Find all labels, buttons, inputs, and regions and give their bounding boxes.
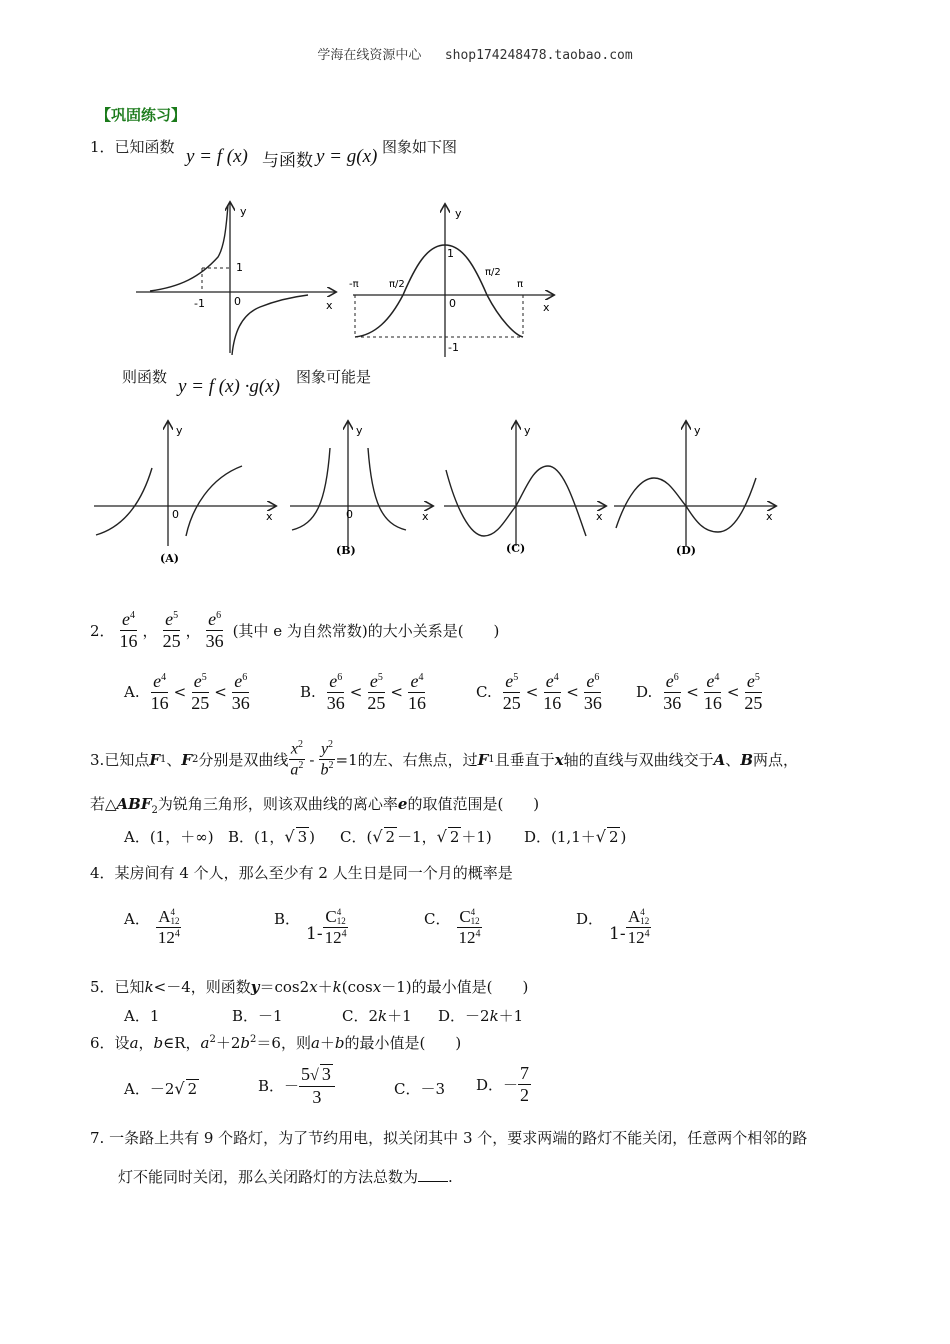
- q2-choice-b[interactable]: [300, 672, 428, 713]
- fraction: $\frac{e^6}{36}$: [231, 671, 250, 713]
- graph-g-curve: [355, 245, 523, 337]
- fraction: A $^{4 12}$ $12^4$: [627, 907, 650, 947]
- fraction: $\frac{e^6}{36}$: [583, 671, 602, 713]
- option-b-origin: 0: [346, 508, 353, 521]
- option-a-right-branch: [186, 466, 242, 536]
- prefix: 1-: [609, 924, 626, 944]
- q4-choice-b[interactable]: [274, 908, 349, 947]
- q3-number: 3.: [90, 750, 105, 769]
- option-b-left-branch: [292, 448, 330, 530]
- q5-choice-d[interactable]: D．－2k＋1: [438, 1007, 524, 1025]
- page-header: [0, 44, 950, 63]
- choice-label: C.: [476, 683, 492, 702]
- option-a-left-branch: [96, 468, 152, 535]
- choice-label: D.: [636, 683, 653, 702]
- option-a-y-label: y: [176, 424, 183, 437]
- q1-prod-expr: y = f (x) ·g(x): [178, 376, 280, 397]
- graph-g-tick-neg-one: -1: [448, 341, 459, 354]
- q6-stem: 6．设a，b∈R，$a^2+2b^2=6$，则a＋b的最小值是( ): [90, 1034, 462, 1052]
- prefix: 1-: [306, 924, 323, 944]
- option-d-caption: (D): [676, 544, 696, 557]
- option-d-x-label: x: [766, 510, 773, 523]
- fraction: $\frac{e^4}{16}$: [543, 671, 562, 713]
- option-b-y-label: y: [356, 424, 363, 437]
- graph-g-y-label: y: [455, 207, 462, 220]
- q4-choice-c[interactable]: [424, 908, 482, 947]
- q5-choice-a[interactable]: A．1: [124, 1007, 160, 1025]
- section-title: 【巩固练习】: [96, 106, 187, 124]
- q3-line1: 3. 已知点 F 1 、 F 2 分别是双曲线 $\frac{x^2}{a^2}$ - $\frac{y^2}{b^2}$ =1 的左、右焦点，过 F 1 且垂直于 x 轴的直线与双曲线交于 A 、 B 两点，: [90, 739, 799, 779]
- q3-choice-c[interactable]: C．(√ 2 －1，√ 2 ＋1): [340, 827, 492, 846]
- header-title: 学海在线资源中心: [317, 48, 422, 63]
- option-c-y-label: y: [524, 424, 531, 437]
- q1-intro: 已知函数: [114, 138, 175, 156]
- q1-option-d-graph[interactable]: [610, 418, 780, 568]
- graph-g-tick-pi: π: [517, 279, 524, 290]
- q5-stem: 5．已知k<－4，则函数y＝cos2x＋k(cosx－1)的最小值是( ): [90, 978, 529, 996]
- q1-ask: 图象可能是: [296, 368, 372, 386]
- fraction: C $^{4 12}$ $12^4$: [324, 907, 347, 947]
- fraction: $\frac{e^5}{25}$: [502, 671, 521, 713]
- graph-f-left-branch: [150, 205, 228, 291]
- graph-f-x-label: x: [326, 299, 333, 312]
- q6-choice-c[interactable]: C．－3: [394, 1080, 446, 1098]
- q3-frac-y: $\frac{y^2}{b^2}$: [320, 739, 334, 779]
- graph-f-right-branch: [232, 295, 308, 355]
- q1-f-expr: y = f (x): [186, 146, 248, 167]
- fraction: $\frac{e^6}{36}$: [326, 671, 345, 713]
- q4-choice-a[interactable]: [124, 908, 182, 947]
- q3-f2: F: [181, 750, 193, 769]
- graph-g-tick-neg-half-pi: π/2: [389, 279, 405, 290]
- option-b-x-label: x: [422, 510, 429, 523]
- option-b-caption: (B): [336, 544, 356, 557]
- graph-g-origin: 0: [449, 297, 456, 310]
- q6-choice-d[interactable]: D．－ $\frac{7}{2}$: [476, 1063, 530, 1105]
- option-a-x-label: x: [266, 510, 273, 523]
- q6-choice-a[interactable]: A．－2√ 2: [124, 1079, 198, 1098]
- option-d-y-label: y: [694, 424, 701, 437]
- graph-g-tick-half-pi: π/2: [485, 267, 501, 278]
- q1-conj: 与函数: [262, 151, 313, 171]
- q1-tail: 图象如下图: [382, 138, 458, 156]
- fraction: A $^{4 12}$ $12^4$: [157, 907, 180, 947]
- q2-frac-2: $\frac{e^5}{25}$: [162, 609, 181, 651]
- q1-number: 1．: [90, 138, 115, 156]
- q2-choice-a[interactable]: [124, 672, 252, 713]
- q2-frac-1: $\frac{e^4}{16}$: [119, 609, 138, 651]
- q3-frac-x: $\frac{x^2}{a^2}$: [290, 739, 304, 779]
- q3-choice-a[interactable]: A．(1，＋∞): [124, 828, 214, 846]
- q1-then: 则函数: [122, 368, 168, 386]
- choice-label: A．: [124, 910, 150, 928]
- graph-g: [345, 195, 560, 360]
- q3-p2: 分别是双曲线: [198, 751, 289, 770]
- option-c-caption: (C): [506, 542, 526, 555]
- fraction: $\frac{e^6}{36}$: [663, 671, 682, 713]
- q6-choice-b[interactable]: B．－ $\frac{5√ 3}{3}$: [258, 1064, 335, 1107]
- graph-f: [130, 195, 340, 355]
- fraction: $\frac{e^4}{16}$: [703, 671, 722, 713]
- q3-f1: F: [149, 750, 160, 769]
- header-shop: shop174248478.taobao.com: [444, 48, 633, 63]
- less-than: <: [566, 683, 579, 702]
- choice-label: B．: [274, 910, 301, 928]
- fraction: $\frac{e^5}{25}$: [191, 671, 210, 713]
- option-c-x-label: x: [596, 510, 603, 523]
- graph-g-tick-neg-pi: -π: [349, 279, 359, 290]
- option-b-right-branch: [368, 448, 406, 530]
- graph-f-tick-y: 1: [236, 261, 243, 274]
- q3-p1: 已知点: [104, 751, 150, 770]
- less-than: <: [525, 683, 539, 702]
- q2-choice-d[interactable]: [636, 672, 764, 713]
- less-than: <: [686, 683, 699, 702]
- fraction: $\frac{e^5}{25}$: [744, 671, 763, 713]
- q4-choice-d[interactable]: [576, 908, 652, 947]
- q1-stem: [90, 136, 175, 157]
- less-than: <: [349, 683, 363, 702]
- q2-choice-c[interactable]: [476, 672, 604, 713]
- fraction: C $^{4 12}$ $12^4$: [458, 907, 481, 947]
- q7-line2: 灯不能同时关闭，那么关闭路灯的方法总数为 .: [118, 1168, 453, 1186]
- graph-f-y-label: y: [240, 205, 247, 218]
- graph-f-origin: 0: [234, 295, 241, 308]
- q2-frac-3: $\frac{e^6}{36}$: [205, 609, 224, 651]
- less-than: <: [214, 683, 227, 702]
- less-than: <: [173, 683, 187, 702]
- q5-choice-c[interactable]: C．2k＋1: [342, 1007, 412, 1025]
- q3-line2: 若$\triangle ABF_2$为锐角三角形，则该双曲线的离心率e的取值范围是( ): [90, 795, 540, 816]
- q3-choice-b[interactable]: B．(1，√ 3 ): [228, 827, 316, 846]
- choice-label: D．: [576, 910, 604, 928]
- choice-label: C．: [424, 910, 451, 928]
- fraction: $\frac{e^4}{16}$: [407, 671, 426, 713]
- fraction: $\frac{e^4}{16}$: [150, 671, 169, 713]
- choice-label: A.: [124, 683, 140, 702]
- q7-answer-blank[interactable]: [418, 1167, 448, 1182]
- fraction: $\frac{e^5}{25}$: [367, 671, 386, 713]
- less-than: <: [726, 683, 740, 702]
- q1-option-b-graph[interactable]: [286, 418, 436, 568]
- less-than: <: [390, 683, 403, 702]
- option-a-caption: (A): [160, 552, 179, 565]
- q1-g-expr: y = g(x): [316, 146, 378, 167]
- graph-g-tick-one: 1: [447, 247, 454, 260]
- choice-label: B.: [300, 683, 316, 702]
- q1-option-c-graph[interactable]: [440, 418, 610, 568]
- q2-number: 2．: [90, 621, 115, 640]
- graph-f-tick-x: -1: [194, 297, 205, 310]
- q2-text: (其中 e 为自然常数)的大小关系是( ): [232, 621, 500, 640]
- q2-stem: 2． $\frac{e^4}{16}$ ， $\frac{e^5}{25}$ ， $\frac{e^6}{36}$ (其中 e 为自然常数)的大小关系是( ): [90, 609, 500, 651]
- option-a-origin: 0: [172, 508, 179, 521]
- q5-choice-b[interactable]: B．－1: [232, 1007, 283, 1025]
- q1-option-a-graph[interactable]: [90, 418, 280, 568]
- q3-choice-d[interactable]: D．(1,1＋√ 2 ): [524, 827, 627, 846]
- q4-stem: 4．某房间有 4 个人，那么至少有 2 人生日是同一个月的概率是: [90, 864, 513, 882]
- q7-line1: 7. 一条路上共有 9 个路灯，为了节约用电，拟关闭其中 3 个，要求两端的路灯不能关闭，任意两个相邻的路: [90, 1129, 808, 1147]
- graph-g-x-label: x: [543, 301, 550, 314]
